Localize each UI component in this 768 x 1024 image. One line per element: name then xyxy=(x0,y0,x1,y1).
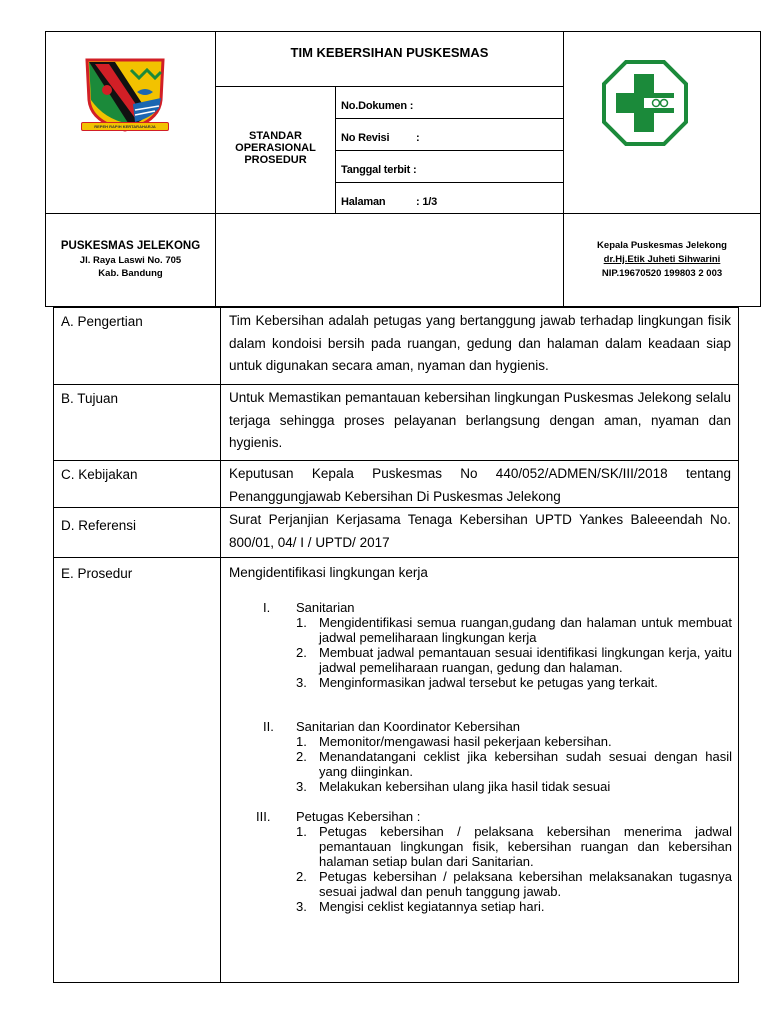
no-dokumen: No.Dokumen : xyxy=(341,100,414,112)
sop-label-line: STANDAR xyxy=(249,130,302,142)
group-roman: I. xyxy=(263,600,271,615)
section-label-kebijakan: C. Kebijakan xyxy=(61,467,138,482)
group-title: Petugas Kebersihan : xyxy=(296,809,421,824)
section-text-tujuan: Untuk Memastikan pemantauan kebersihan lingkungan Puskesmas Jelekong selalu terjaga sehingga proses pelayanan berlangsung dengan aman, nyaman dan hygienis. xyxy=(229,390,731,450)
group-items xyxy=(296,734,732,794)
section-text-pengertian: Tim Kebersihan adalah petugas yang bertanggung jawab terhadap lingkungan fisik dalam kondoisi bersih pada ruangan, gedung dan halaman dalam keadaan siap untuk digunakan secara aman, nyaman dan hygienis. xyxy=(229,313,731,373)
group-items xyxy=(296,615,732,690)
halaman-label: Halaman xyxy=(341,196,386,208)
group-heading xyxy=(263,719,733,734)
content-col-divider xyxy=(220,307,221,983)
inst-divider-left xyxy=(215,214,216,307)
procedure-group xyxy=(263,719,733,794)
row-divider xyxy=(53,384,739,385)
halaman xyxy=(336,196,563,208)
sop-label-line: PROSEDUR xyxy=(244,154,307,166)
list-item: 3. Menginformasikan jadwal tersebut ke petugas yang terkait. xyxy=(296,675,658,690)
signatory-title: Kepala Puskesmas Jelekong xyxy=(597,240,727,251)
institution-address: Jl. Raya Laswi No. 705 xyxy=(79,255,182,266)
group-items xyxy=(296,824,732,914)
section-label-tujuan: B. Tujuan xyxy=(61,391,119,406)
institution-region: Kab. Bandung xyxy=(98,268,163,279)
header-divider-right xyxy=(563,31,564,214)
crest-banner: REPEH RAPIH KERTARAHARJA xyxy=(81,122,169,131)
institution-name: PUSKESMAS JELEKONG xyxy=(60,240,201,252)
row-divider xyxy=(53,557,739,558)
group-title: Sanitarian dan Koordinator Kebersihan xyxy=(296,719,521,734)
section-text-kebijakan: Keputusan Kepala Puskesmas No 440/052/ADMEN/SK/III/2018 tentang Penanggungjawab Kebersihan Di Puskesmas Jelekong xyxy=(229,466,731,504)
halaman-value: : 1/3 xyxy=(416,196,438,208)
group-heading xyxy=(263,600,733,615)
no-revisi-value: : xyxy=(416,132,420,144)
document-title: TIM KEBERSIHAN PUSKESMAS xyxy=(290,45,489,60)
list-item: 1. Petugas kebersihan / pelaksana kebersihan menerima jadwal pemantauan lingkungan fisik, kebersihan ruangan dan kebersihan halaman setiap bulan dari Sanitarian. xyxy=(296,824,732,869)
group-roman: II. xyxy=(263,719,274,734)
section-label-pengertian: A. Pengertian xyxy=(61,314,143,329)
no-revisi-label: No Revisi xyxy=(341,132,390,144)
puskesmas-cross-icon xyxy=(602,60,688,146)
district-logo xyxy=(75,52,175,142)
group-roman: III. xyxy=(256,809,271,824)
no-revisi xyxy=(336,132,563,144)
group-title: Sanitarian xyxy=(296,600,355,615)
list-item: 1. Memonitor/mengawasi hasil pekerjaan kebersihan. xyxy=(296,734,612,749)
list-item: 2. Membuat jadwal pemantauan sesuai identifikasi lingkungan kerja, yaitu jadwal pemeliharaan ruangan, gedung dan halaman. xyxy=(296,645,732,675)
list-item: 3. Melakukan kebersihan ulang jika hasil tidak sesuai xyxy=(296,779,611,794)
procedure-group xyxy=(263,600,733,690)
sop-label-line: OPERASIONAL xyxy=(235,142,316,154)
tanggal-terbit: Tanggal terbit : xyxy=(341,164,417,176)
procedure-group xyxy=(256,809,733,914)
meta-table xyxy=(336,87,563,214)
list-item: 1. Mengidentifikasi semua ruangan,gudang dan halaman untuk membuat jadwal pemeliharaan lingkungan kerja xyxy=(296,615,732,645)
row-divider xyxy=(53,460,739,461)
section-text-referensi: Surat Perjanjian Kerjasama Tenaga Kebersihan UPTD Yankes Baleeendah No. 800/01, 04/ I / UPTD/ 2017 xyxy=(229,512,731,550)
institution-info xyxy=(46,240,215,279)
signatory-info xyxy=(564,240,760,279)
list-item: 2. Petugas kebersihan / pelaksana kebersihan melaksanakan tugasnya sesuai jadwal dan penuh tanggung jawab. xyxy=(296,869,732,899)
group-heading xyxy=(256,809,733,824)
puskesmas-logo xyxy=(602,60,688,146)
section-label-referensi: D. Referensi xyxy=(61,518,137,533)
prosedur-intro: Mengidentifikasi lingkungan kerja xyxy=(229,565,428,580)
list-item: 3. Mengisi ceklist kegiatannya setiap hari. xyxy=(296,899,545,914)
section-label-prosedur: E. Prosedur xyxy=(61,566,133,581)
signatory-name: dr.Hj.Etik Juheti Sihwarini xyxy=(603,254,721,265)
signatory-nip: NIP.19670520 199803 2 003 xyxy=(601,268,723,279)
list-item: 2. Menandatangani ceklist jika kebersihan sudah sesuai dengan hasil yang diinginkan. xyxy=(296,749,732,779)
sop-label xyxy=(216,130,335,166)
